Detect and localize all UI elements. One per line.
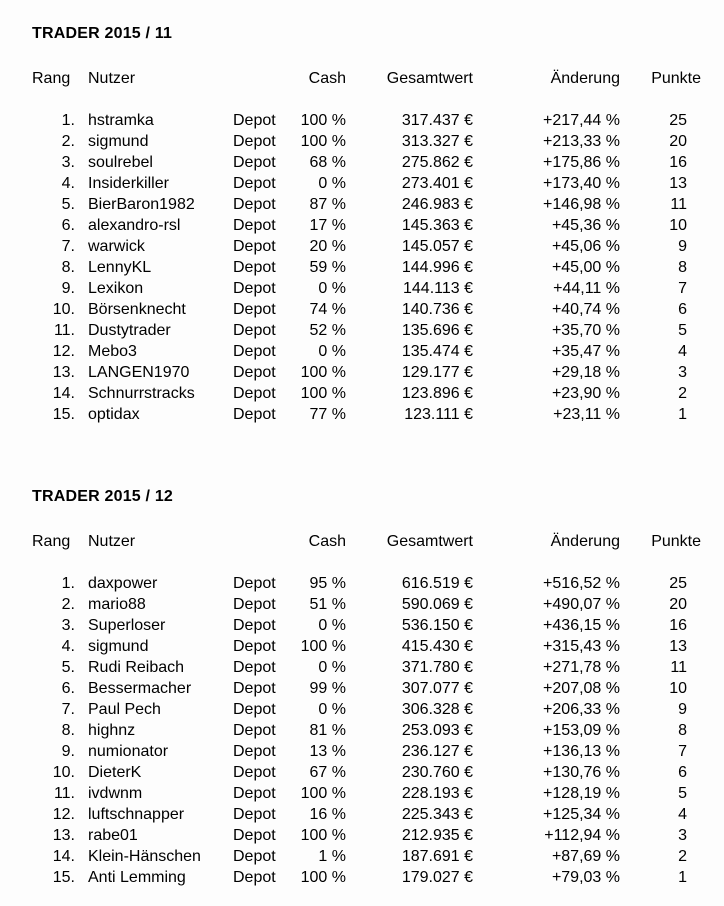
points-cell: 8 — [678, 722, 687, 739]
points-cell: 13 — [669, 638, 687, 655]
depot-cell: Depot — [233, 638, 276, 655]
cash-cell: 67 % — [309, 764, 346, 781]
user-cell: Schnurrstracks — [88, 385, 195, 402]
cash-cell: 99 % — [309, 680, 346, 697]
total-cell: 246.983 € — [401, 196, 473, 213]
ranking-table — [32, 531, 701, 888]
user-cell: warwick — [88, 238, 145, 255]
depot-cell: Depot — [233, 112, 276, 129]
depot-cell: Depot — [233, 806, 276, 823]
cash-cell: 20 % — [309, 238, 346, 255]
user-cell: daxpower — [88, 575, 158, 592]
rank-cell: 7. — [61, 701, 75, 718]
change-cell: +40,74 % — [551, 301, 620, 318]
user-cell: luftschnapper — [88, 806, 185, 823]
user-cell: soulrebel — [88, 154, 153, 171]
points-cell: 2 — [678, 848, 687, 865]
points-cell: 16 — [669, 154, 687, 171]
table-row — [32, 110, 701, 131]
change-cell: +516,52 % — [543, 575, 620, 592]
change-cell: +271,78 % — [543, 659, 620, 676]
depot-cell: Depot — [233, 385, 276, 402]
change-cell: +153,09 % — [543, 722, 620, 739]
points-cell: 25 — [669, 575, 687, 592]
cash-cell: 100 % — [300, 385, 346, 402]
col-header-depot — [233, 531, 281, 573]
depot-cell: Depot — [233, 133, 276, 150]
points-cell: 20 — [669, 596, 687, 613]
rank-cell: 9. — [61, 743, 75, 760]
depot-cell: Depot — [233, 343, 276, 360]
change-cell: +45,00 % — [551, 259, 620, 276]
points-cell: 20 — [669, 133, 687, 150]
depot-cell: Depot — [233, 617, 276, 634]
rank-cell: 14. — [52, 385, 75, 402]
user-cell: LANGEN1970 — [88, 364, 190, 381]
rank-cell: 11. — [53, 785, 75, 802]
cash-cell: 95 % — [309, 575, 346, 592]
rank-cell: 4. — [61, 638, 75, 655]
user-cell: Klein-Hänschen — [88, 848, 201, 865]
rank-cell: 14. — [52, 848, 75, 865]
points-cell: 5 — [678, 322, 687, 339]
points-cell: 13 — [669, 175, 687, 192]
table-row — [32, 278, 701, 299]
col-header-cash: Cash — [308, 70, 346, 87]
rank-cell: 8. — [61, 259, 75, 276]
total-cell: 236.127 € — [401, 743, 473, 760]
user-cell: BierBaron1982 — [88, 196, 195, 213]
total-cell: 225.343 € — [401, 806, 473, 823]
change-cell: +45,06 % — [551, 238, 620, 255]
total-cell: 187.691 € — [401, 848, 473, 865]
depot-cell: Depot — [233, 364, 276, 381]
change-cell: +35,47 % — [551, 343, 620, 360]
change-cell: +23,11 % — [553, 406, 620, 423]
points-cell: 9 — [678, 701, 687, 718]
rank-cell: 2. — [61, 133, 75, 150]
change-cell: +490,07 % — [543, 596, 620, 613]
total-cell: 129.177 € — [401, 364, 473, 381]
rank-cell: 15. — [52, 869, 75, 886]
change-cell: +87,69 % — [551, 848, 620, 865]
depot-cell: Depot — [233, 722, 276, 739]
depot-cell: Depot — [233, 280, 276, 297]
cash-cell: 81 % — [309, 722, 346, 739]
depot-cell: Depot — [233, 701, 276, 718]
table-row — [32, 699, 701, 720]
depot-cell: Depot — [233, 659, 276, 676]
depot-cell: Depot — [233, 596, 276, 613]
rank-cell: 5. — [61, 196, 75, 213]
table-row — [32, 194, 701, 215]
total-cell: 616.519 € — [401, 575, 473, 592]
cash-cell: 0 % — [318, 617, 346, 634]
rank-cell: 10. — [52, 764, 75, 781]
depot-cell: Depot — [233, 575, 276, 592]
user-cell: Lexikon — [88, 280, 144, 297]
points-cell: 1 — [678, 406, 687, 423]
table-row — [32, 320, 701, 341]
total-cell: 317.437 € — [401, 112, 473, 129]
total-cell: 135.696 € — [401, 322, 473, 339]
table-row — [32, 720, 701, 741]
col-header-aenderung: Änderung — [550, 70, 620, 87]
total-cell: 306.328 € — [401, 701, 473, 718]
table-title: TRADER 2015 / 11 — [32, 25, 173, 42]
user-cell: ivdwnm — [88, 785, 143, 802]
table-row — [32, 173, 701, 194]
points-cell: 4 — [678, 343, 687, 360]
rank-cell: 6. — [61, 217, 75, 234]
total-cell: 415.430 € — [401, 638, 473, 655]
depot-cell: Depot — [233, 743, 276, 760]
user-cell: Insiderkiller — [88, 175, 169, 192]
change-cell: +136,13 % — [543, 743, 620, 760]
total-cell: 228.193 € — [401, 785, 473, 802]
change-cell: +130,76 % — [543, 764, 620, 781]
table-row — [32, 678, 701, 699]
table-row — [32, 615, 701, 636]
cash-cell: 0 % — [318, 343, 346, 360]
rank-cell: 7. — [61, 238, 75, 255]
depot-cell: Depot — [233, 764, 276, 781]
col-header-rang: Rang — [32, 70, 71, 87]
points-cell: 7 — [678, 743, 687, 760]
depot-cell: Depot — [233, 827, 276, 844]
cash-cell: 13 % — [309, 743, 346, 760]
points-cell: 3 — [678, 364, 687, 381]
change-cell: +217,44 % — [543, 112, 620, 129]
change-cell: +207,08 % — [543, 680, 620, 697]
points-cell: 16 — [669, 617, 687, 634]
points-cell: 2 — [678, 385, 687, 402]
change-cell: +315,43 % — [543, 638, 620, 655]
change-cell: +45,36 % — [551, 217, 620, 234]
user-cell: Bessermacher — [88, 680, 192, 697]
points-cell: 7 — [678, 280, 687, 297]
points-cell: 6 — [678, 301, 687, 318]
col-header-rang: Rang — [32, 533, 71, 550]
points-cell: 5 — [678, 785, 687, 802]
depot-cell: Depot — [233, 217, 276, 234]
total-cell: 536.150 € — [401, 617, 473, 634]
user-cell: Dustytrader — [88, 322, 171, 339]
table-row — [32, 152, 701, 173]
ranking-table — [32, 68, 701, 425]
cash-cell: 59 % — [309, 259, 346, 276]
table-row — [32, 783, 701, 804]
points-cell: 10 — [669, 680, 687, 697]
total-cell: 253.093 € — [401, 722, 473, 739]
table-row — [32, 362, 701, 383]
depot-cell: Depot — [233, 848, 276, 865]
change-cell: +173,40 % — [543, 175, 620, 192]
cash-cell: 100 % — [300, 364, 346, 381]
cash-cell: 0 % — [318, 659, 346, 676]
points-cell: 9 — [678, 238, 687, 255]
cash-cell: 100 % — [300, 785, 346, 802]
trader-table-2015-12 — [32, 488, 701, 888]
total-cell: 144.996 € — [401, 259, 473, 276]
cash-cell: 100 % — [300, 638, 346, 655]
col-header-nutzer: Nutzer — [88, 70, 136, 87]
total-cell: 212.935 € — [401, 827, 473, 844]
change-cell: +23,90 % — [551, 385, 620, 402]
rank-cell: 1. — [61, 575, 75, 592]
change-cell: +128,19 % — [543, 785, 620, 802]
depot-cell: Depot — [233, 680, 276, 697]
user-cell: optidax — [88, 406, 140, 423]
user-cell: highnz — [88, 722, 136, 739]
col-header-aenderung: Änderung — [550, 533, 620, 550]
rank-cell: 9. — [61, 280, 75, 297]
depot-cell: Depot — [233, 785, 276, 802]
cash-cell: 0 % — [318, 701, 346, 718]
cash-cell: 100 % — [300, 133, 346, 150]
cash-cell: 74 % — [309, 301, 346, 318]
change-cell: +175,86 % — [543, 154, 620, 171]
table-row — [32, 867, 701, 888]
change-cell: +29,18 % — [551, 364, 620, 381]
total-cell: 140.736 € — [401, 301, 473, 318]
total-cell: 230.760 € — [401, 764, 473, 781]
total-cell: 145.363 € — [401, 217, 473, 234]
col-header-cash: Cash — [308, 533, 346, 550]
table-row — [32, 657, 701, 678]
user-cell: Rudi Reibach — [88, 659, 185, 676]
cash-cell: 68 % — [309, 154, 346, 171]
cash-cell: 0 % — [318, 280, 346, 297]
depot-cell: Depot — [233, 175, 276, 192]
col-header-gesamtwert: Gesamtwert — [386, 533, 473, 550]
change-cell: +125,34 % — [543, 806, 620, 823]
cash-cell: 100 % — [300, 827, 346, 844]
depot-cell: Depot — [233, 259, 276, 276]
user-cell: Superloser — [88, 617, 166, 634]
table-row — [32, 825, 701, 846]
rank-cell: 10. — [52, 301, 75, 318]
cash-cell: 52 % — [309, 322, 346, 339]
table-row — [32, 341, 701, 362]
change-cell: +206,33 % — [543, 701, 620, 718]
total-cell: 144.113 € — [403, 280, 473, 297]
user-cell: numionator — [88, 743, 169, 760]
table-row — [32, 762, 701, 783]
total-cell: 307.077 € — [401, 680, 473, 697]
table-row — [32, 404, 701, 425]
user-cell: rabe01 — [88, 827, 138, 844]
table-row — [32, 741, 701, 762]
depot-cell: Depot — [233, 869, 276, 886]
rank-cell: 13. — [52, 827, 75, 844]
points-cell: 25 — [669, 112, 687, 129]
points-cell: 4 — [678, 806, 687, 823]
change-cell: +35,70 % — [551, 322, 620, 339]
rank-cell: 13. — [52, 364, 75, 381]
rank-cell: 12. — [52, 343, 75, 360]
table-row — [32, 594, 701, 615]
cash-cell: 77 % — [309, 406, 346, 423]
points-cell: 6 — [678, 764, 687, 781]
total-cell: 123.896 € — [401, 385, 473, 402]
total-cell: 275.862 € — [401, 154, 473, 171]
trader-table-2015-11 — [32, 25, 701, 425]
change-cell: +44,11 % — [553, 280, 620, 297]
table-row — [32, 804, 701, 825]
col-header-depot — [233, 68, 281, 110]
points-cell: 11 — [670, 196, 687, 213]
user-cell: Börsenknecht — [88, 301, 186, 318]
rank-cell: 3. — [61, 154, 75, 171]
rank-cell: 2. — [61, 596, 75, 613]
col-header-punkte: Punkte — [651, 70, 701, 87]
user-cell: Paul Pech — [88, 701, 161, 718]
cash-cell: 1 % — [318, 848, 346, 865]
rank-cell: 1. — [61, 112, 75, 129]
table-row — [32, 215, 701, 236]
total-cell: 145.057 € — [401, 238, 473, 255]
cash-cell: 0 % — [318, 175, 346, 192]
user-cell: mario88 — [88, 596, 146, 613]
depot-cell: Depot — [233, 154, 276, 171]
rank-cell: 12. — [52, 806, 75, 823]
table-title: TRADER 2015 / 12 — [32, 488, 174, 505]
depot-cell: Depot — [233, 196, 276, 213]
depot-cell: Depot — [233, 322, 276, 339]
rank-cell: 4. — [61, 175, 75, 192]
cash-cell: 16 % — [309, 806, 346, 823]
change-cell: +146,98 % — [543, 196, 620, 213]
total-cell: 179.027 € — [401, 869, 473, 886]
rank-cell: 3. — [61, 617, 75, 634]
table-row — [32, 299, 701, 320]
total-cell: 273.401 € — [401, 175, 473, 192]
user-cell: LennyKL — [88, 259, 152, 276]
change-cell: +112,94 % — [544, 827, 620, 844]
cash-cell: 17 % — [309, 217, 346, 234]
rank-cell: 15. — [52, 406, 75, 423]
user-cell: Anti Lemming — [88, 869, 186, 886]
user-cell: Mebo3 — [88, 343, 137, 360]
total-cell: 135.474 € — [401, 343, 473, 360]
cash-cell: 87 % — [309, 196, 346, 213]
user-cell: sigmund — [88, 638, 149, 655]
user-cell: DieterK — [88, 764, 142, 781]
table-row — [32, 131, 701, 152]
depot-cell: Depot — [233, 238, 276, 255]
total-cell: 313.327 € — [401, 133, 473, 150]
rank-cell: 6. — [61, 680, 75, 697]
total-cell: 590.069 € — [401, 596, 473, 613]
depot-cell: Depot — [233, 406, 276, 423]
change-cell: +213,33 % — [543, 133, 620, 150]
table-row — [32, 257, 701, 278]
depot-cell: Depot — [233, 301, 276, 318]
user-cell: sigmund — [88, 133, 149, 150]
cash-cell: 100 % — [300, 869, 346, 886]
total-cell: 371.780 € — [401, 659, 473, 676]
rank-cell: 11. — [53, 322, 75, 339]
rank-cell: 5. — [61, 659, 75, 676]
table-row — [32, 236, 701, 257]
table-row — [32, 383, 701, 404]
table-row — [32, 846, 701, 867]
change-cell: +436,15 % — [543, 617, 620, 634]
rank-cell: 8. — [61, 722, 75, 739]
table-row — [32, 636, 701, 657]
change-cell: +79,03 % — [551, 869, 620, 886]
total-cell: 123.111 € — [404, 406, 473, 423]
col-header-nutzer: Nutzer — [88, 533, 136, 550]
header-row — [32, 531, 701, 573]
points-cell: 11 — [670, 659, 687, 676]
header-row — [32, 68, 701, 110]
points-cell: 3 — [678, 827, 687, 844]
points-cell: 10 — [669, 217, 687, 234]
user-cell: alexandro-rsl — [88, 217, 181, 234]
table-row — [32, 573, 701, 594]
points-cell: 8 — [678, 259, 687, 276]
col-header-gesamtwert: Gesamtwert — [386, 70, 473, 87]
cash-cell: 51 % — [309, 596, 346, 613]
user-cell: hstramka — [88, 112, 154, 129]
col-header-punkte: Punkte — [651, 533, 701, 550]
points-cell: 1 — [678, 869, 687, 886]
cash-cell: 100 % — [300, 112, 346, 129]
